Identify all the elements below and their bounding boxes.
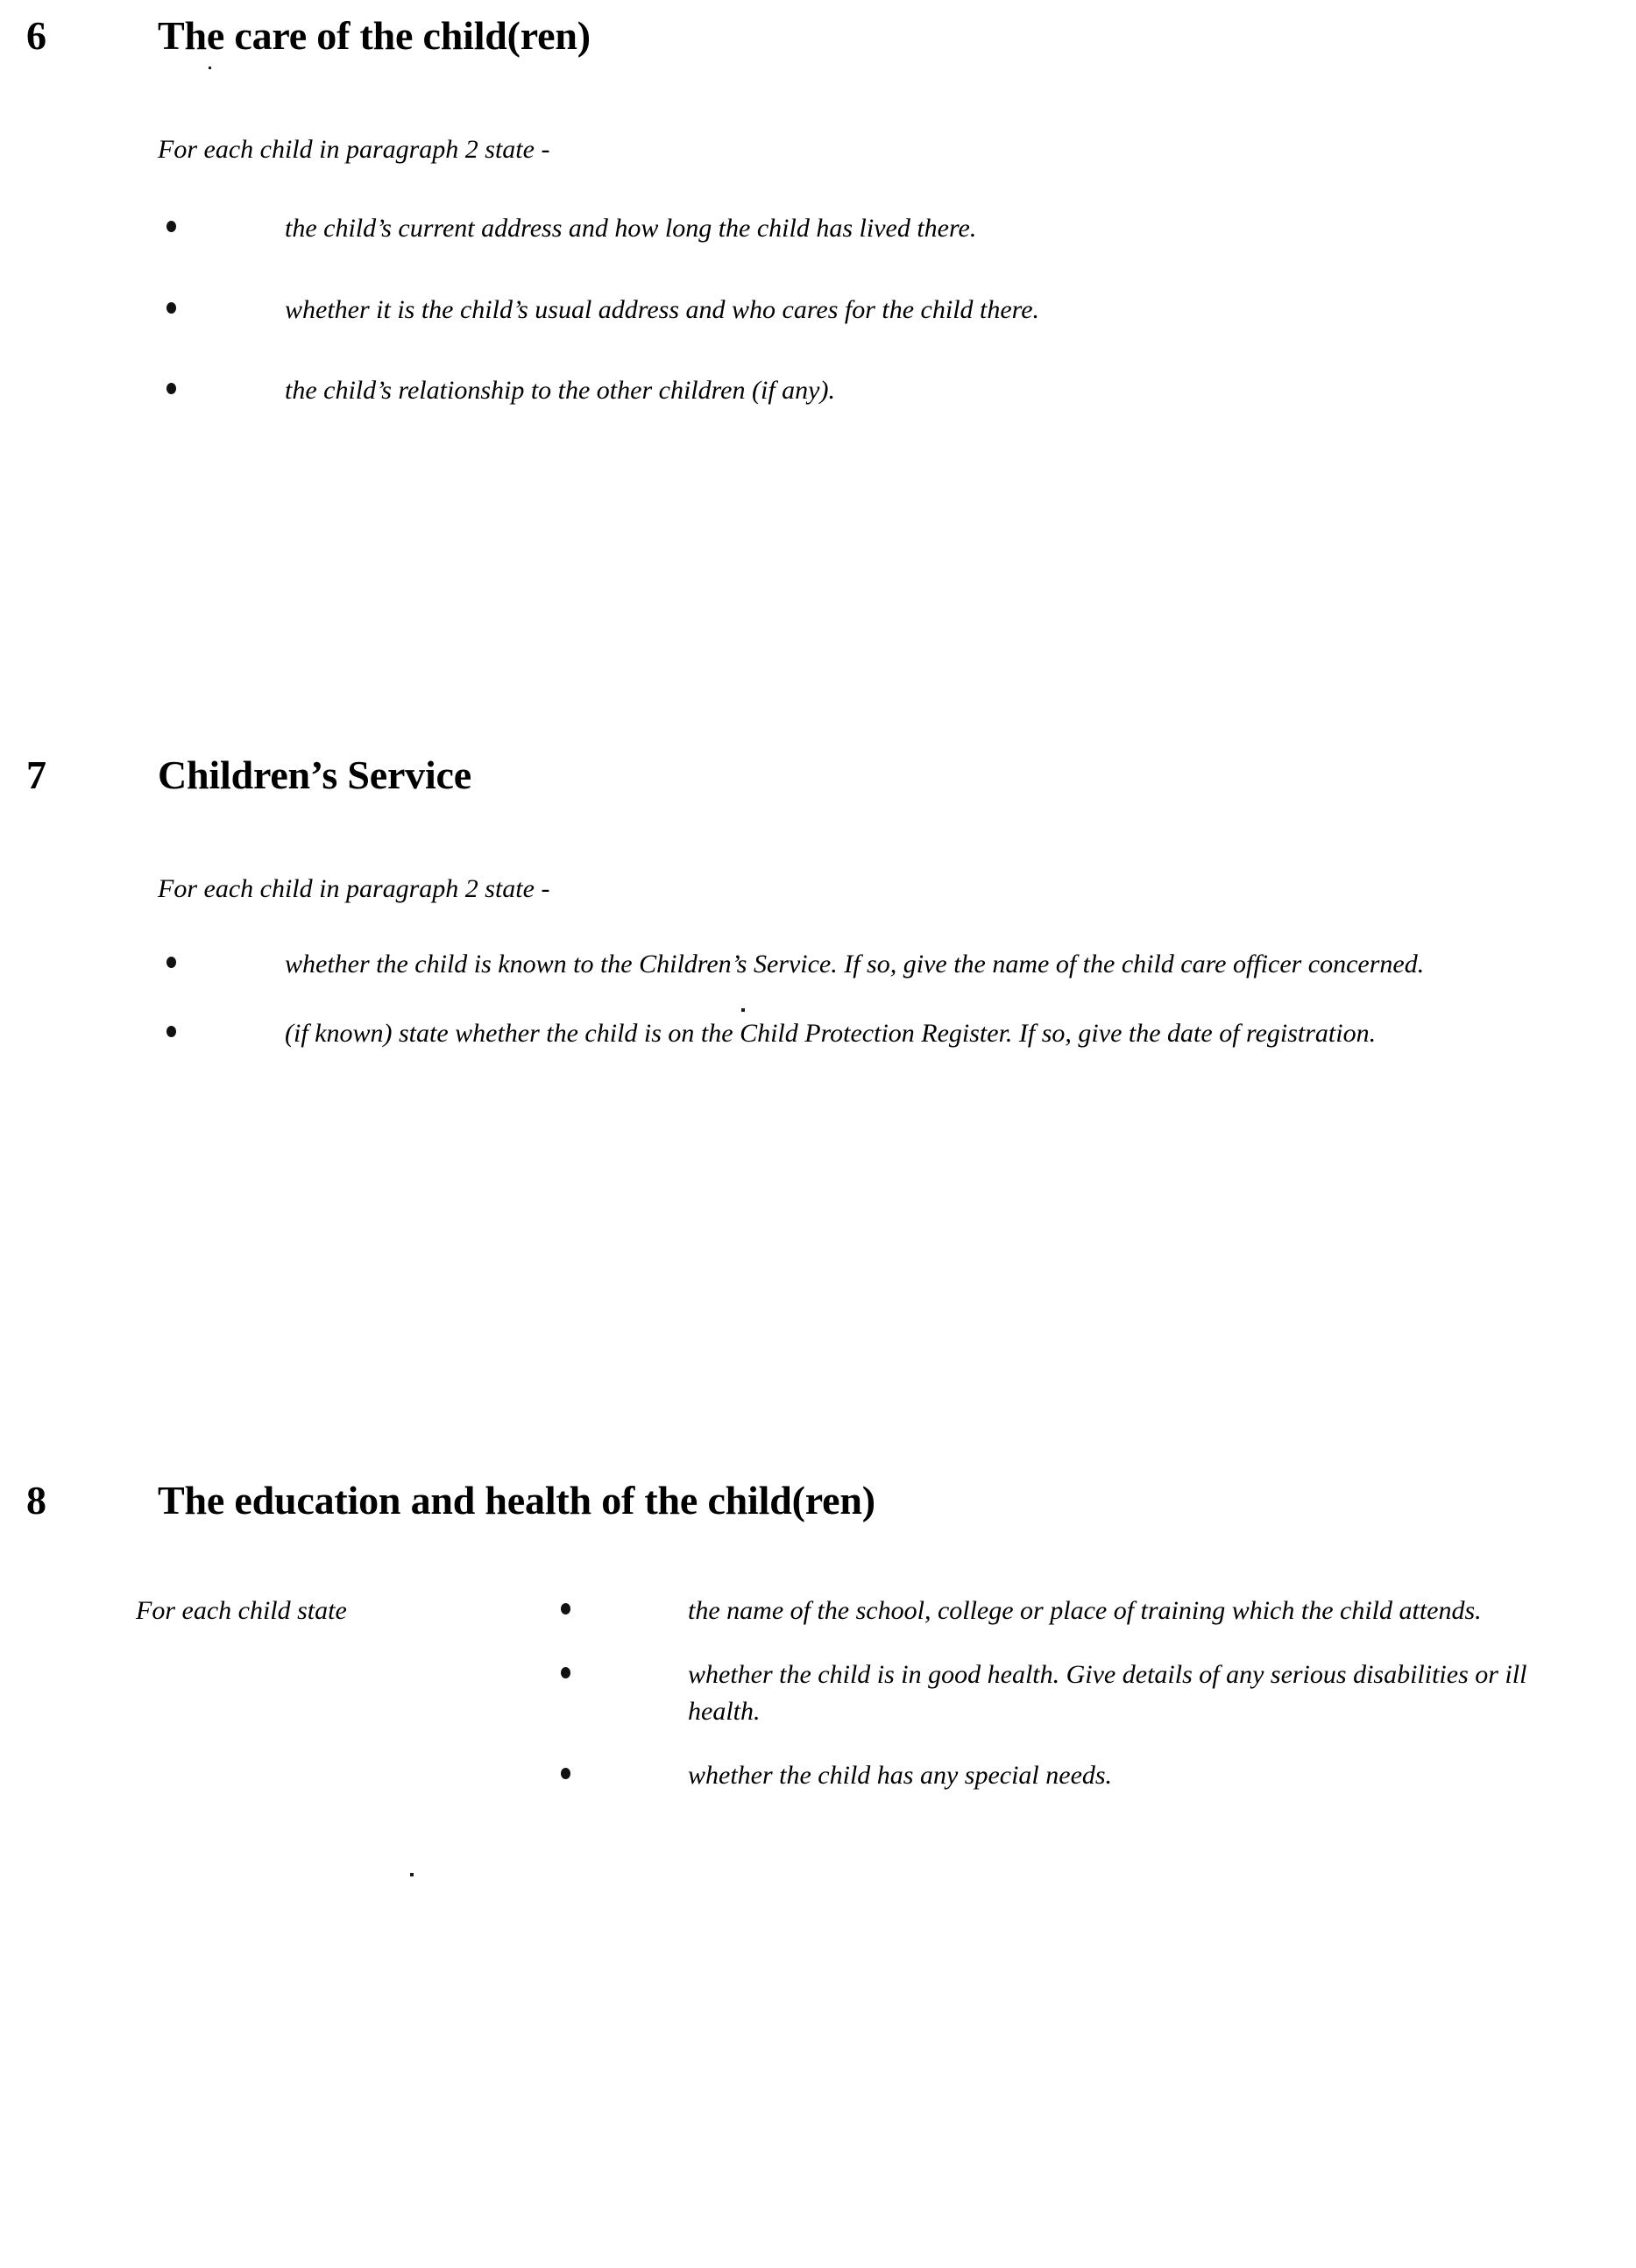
list-item — [0, 292, 1636, 329]
list-item-text: whether the child has any special needs. — [688, 1760, 1113, 1790]
section-7-heading — [0, 752, 1636, 818]
section-7-title: Children’s Service — [158, 752, 471, 797]
section-8-bullet-list — [0, 1593, 1636, 1820]
list-item — [0, 1757, 1636, 1795]
section-8-title: The education and health of the child(ren) — [158, 1478, 875, 1523]
section-8-heading — [0, 1480, 1636, 1544]
section-6-intro: For each child in paragraph 2 state - — [158, 135, 550, 164]
bullet-dot-icon — [166, 957, 176, 968]
section-8-number: 8 — [26, 1478, 46, 1523]
list-item-text: whether it is the child’s usual address and who cares for the child there. — [285, 294, 1040, 324]
section-6-number: 6 — [26, 13, 46, 58]
bullet-dot-icon — [166, 1026, 176, 1037]
list-item — [0, 1593, 1636, 1630]
section-6-bullet-list — [0, 210, 1636, 433]
bullet-dot-icon — [166, 383, 176, 394]
scan-artifact — [209, 67, 211, 69]
bullet-dot-icon — [166, 302, 176, 314]
section-7 — [0, 752, 1636, 1048]
list-item-text: (if known) state whether the child is on the Child Protection Register. If so, give the date of registration. — [285, 1018, 1377, 1048]
section-8 — [0, 1478, 1636, 1790]
bullet-dot-icon — [166, 221, 176, 232]
list-item — [0, 1657, 1636, 1731]
list-item — [0, 372, 1636, 410]
section-7-bullet-list — [0, 946, 1636, 1075]
list-item-text: the child’s current address and how long the child has lived there. — [285, 214, 977, 243]
section-6-title: The care of the child(ren) — [158, 13, 591, 58]
list-item — [0, 946, 1636, 984]
bullet-dot-icon — [561, 1768, 570, 1779]
list-item — [0, 210, 1636, 248]
list-item — [0, 1015, 1636, 1053]
scan-artifact — [741, 1008, 745, 1012]
section-7-intro: For each child in paragraph 2 state - — [158, 874, 550, 903]
section-8-intro: For each child state — [136, 1596, 347, 1625]
section-6-heading — [0, 13, 1636, 79]
list-item-text: whether the child is in good health. Give details of any serious disabilities or ill health. — [688, 1659, 1527, 1727]
bullet-dot-icon — [561, 1603, 570, 1614]
section-7-number: 7 — [26, 752, 46, 797]
list-item-text: the name of the school, college or place of training which the child attends. — [688, 1596, 1482, 1625]
scan-artifact — [410, 1873, 414, 1876]
bullet-dot-icon — [561, 1667, 570, 1678]
section-6 — [0, 13, 1636, 406]
list-item-text: the child’s relationship to the other children (if any). — [285, 376, 835, 406]
list-item-text: whether the child is known to the Children’s Service. If so, give the name of the child care officer concerned. — [285, 950, 1425, 979]
